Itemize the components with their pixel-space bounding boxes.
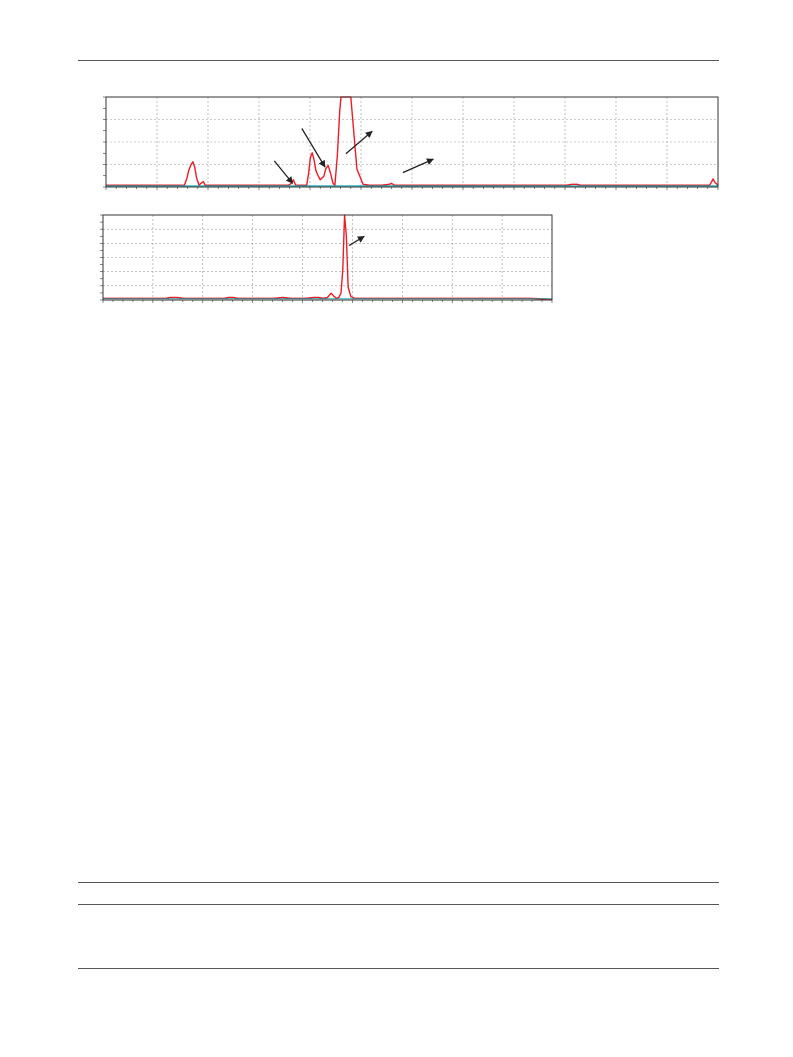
chromatogram-bottom	[100, 215, 552, 303]
chromatogram-top	[103, 97, 718, 190]
